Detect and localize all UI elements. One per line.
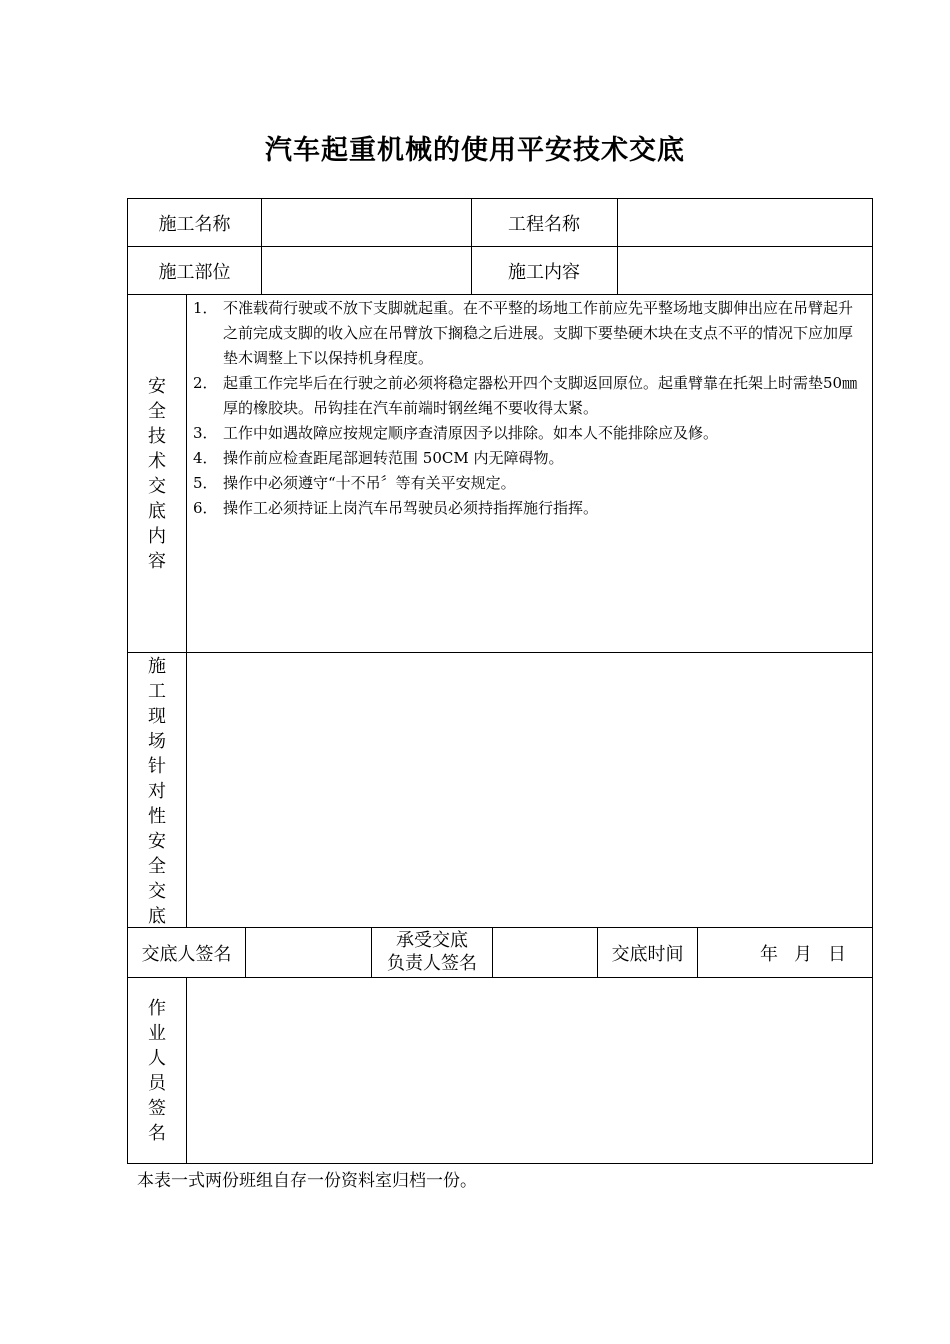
label-char: 底 xyxy=(148,906,166,927)
construction-name-field[interactable] xyxy=(261,199,471,246)
receiver-signature-field[interactable] xyxy=(493,928,597,977)
label-char: 术 xyxy=(148,451,166,472)
item-number: 4． xyxy=(193,449,218,467)
list-item xyxy=(187,496,872,521)
label-char: 签 xyxy=(148,1098,166,1119)
construction-content-field[interactable] xyxy=(617,247,872,294)
item-number: 5． xyxy=(193,474,218,492)
label-char: 对 xyxy=(148,781,166,802)
label-char: 人 xyxy=(148,1048,166,1069)
project-name-field[interactable] xyxy=(617,199,872,246)
label-char: 底 xyxy=(148,501,166,522)
item-text: 操作中必须遵守“十不吊〞等有关平安规定。 xyxy=(223,474,516,492)
label-char: 交 xyxy=(148,881,166,902)
label-char: 场 xyxy=(148,731,166,752)
label-char: 作 xyxy=(148,998,166,1019)
item-text: 不准载荷行驶或不放下支脚就起重。在不平整的场地工作前应先平整场地支脚伸出应在吊臂起升之前完成支脚的收入应在吊臂放下搁稳之后进展。支脚下要垫硬木块在支点不平的情况下应加厚垫木调整上下以保持机身程度。 xyxy=(223,299,854,367)
receiver-label-line: 负责人签名 xyxy=(387,953,477,974)
construction-location-field[interactable] xyxy=(261,247,471,294)
discloser-signature-field[interactable] xyxy=(246,928,371,977)
list-item xyxy=(187,471,872,496)
item-number: 1． xyxy=(193,299,218,317)
label-char: 全 xyxy=(148,856,166,877)
label-char: 安 xyxy=(148,831,166,852)
item-text: 工作中如遇故障应按规定顺序查清原因予以排除。如本人不能排除应及修。 xyxy=(223,424,719,442)
item-text: 操作前应检查距尾部迴转范围 50CM 内无障碍物。 xyxy=(223,449,564,467)
day-label: 日 xyxy=(828,943,846,965)
item-number: 2． xyxy=(193,374,218,392)
item-number: 3． xyxy=(193,424,218,442)
label-char: 内 xyxy=(148,526,166,547)
label-char: 员 xyxy=(148,1073,166,1094)
list-item xyxy=(187,446,872,471)
project-name-label: 工程名称 xyxy=(508,213,580,235)
construction-name-label: 施工名称 xyxy=(158,213,231,235)
label-char: 安 xyxy=(148,376,166,397)
list-item xyxy=(187,421,872,446)
footer-note: 本表一式两份班组自存一份资料室归档一份。 xyxy=(137,1171,477,1191)
site-specific-content[interactable] xyxy=(187,653,872,927)
label-char: 交 xyxy=(148,476,166,497)
label-char: 名 xyxy=(148,1123,166,1144)
item-text: 操作工必须持证上岗汽车吊驾驶员必须持指挥施行指挥。 xyxy=(223,499,599,517)
item-number: 6． xyxy=(193,499,218,517)
list-item xyxy=(187,296,872,371)
month-label: 月 xyxy=(794,943,812,965)
label-char: 针 xyxy=(148,756,166,777)
list-item xyxy=(187,371,872,421)
item-text: 起重工作完毕后在行驶之前必须将稳定器松开四个支脚返回原位。起重臂靠在托架上时需垫50㎜厚的橡胶块。吊钩挂在汽车前端时钢丝绳不要收得太紧。 xyxy=(223,374,858,417)
worker-signature-area[interactable] xyxy=(187,978,872,1163)
year-label: 年 xyxy=(760,943,778,965)
label-char: 施 xyxy=(148,656,166,677)
label-char: 技 xyxy=(148,426,166,447)
receiver-signature-label xyxy=(372,928,492,977)
label-char: 现 xyxy=(148,706,166,727)
label-char: 全 xyxy=(148,401,166,422)
label-char: 容 xyxy=(148,551,166,572)
disclosure-time-label: 交底时间 xyxy=(611,943,684,965)
safety-content-label xyxy=(128,374,186,574)
construction-content-label: 施工内容 xyxy=(508,261,580,283)
construction-location-label: 施工部位 xyxy=(158,261,231,283)
worker-signature-label xyxy=(128,996,186,1146)
document-title: 汽车起重机械的使用平安技术交底 xyxy=(265,135,685,166)
discloser-signature-label: 交底人签名 xyxy=(141,943,232,965)
label-char: 业 xyxy=(148,1023,166,1044)
label-char: 工 xyxy=(148,681,166,702)
label-char: 性 xyxy=(148,806,166,827)
disclosure-date-field[interactable] xyxy=(698,928,872,977)
disclosure-table xyxy=(127,198,873,1164)
site-specific-label xyxy=(128,654,186,929)
safety-items-list xyxy=(187,295,872,521)
receiver-label-line: 承受交底 xyxy=(396,930,468,951)
